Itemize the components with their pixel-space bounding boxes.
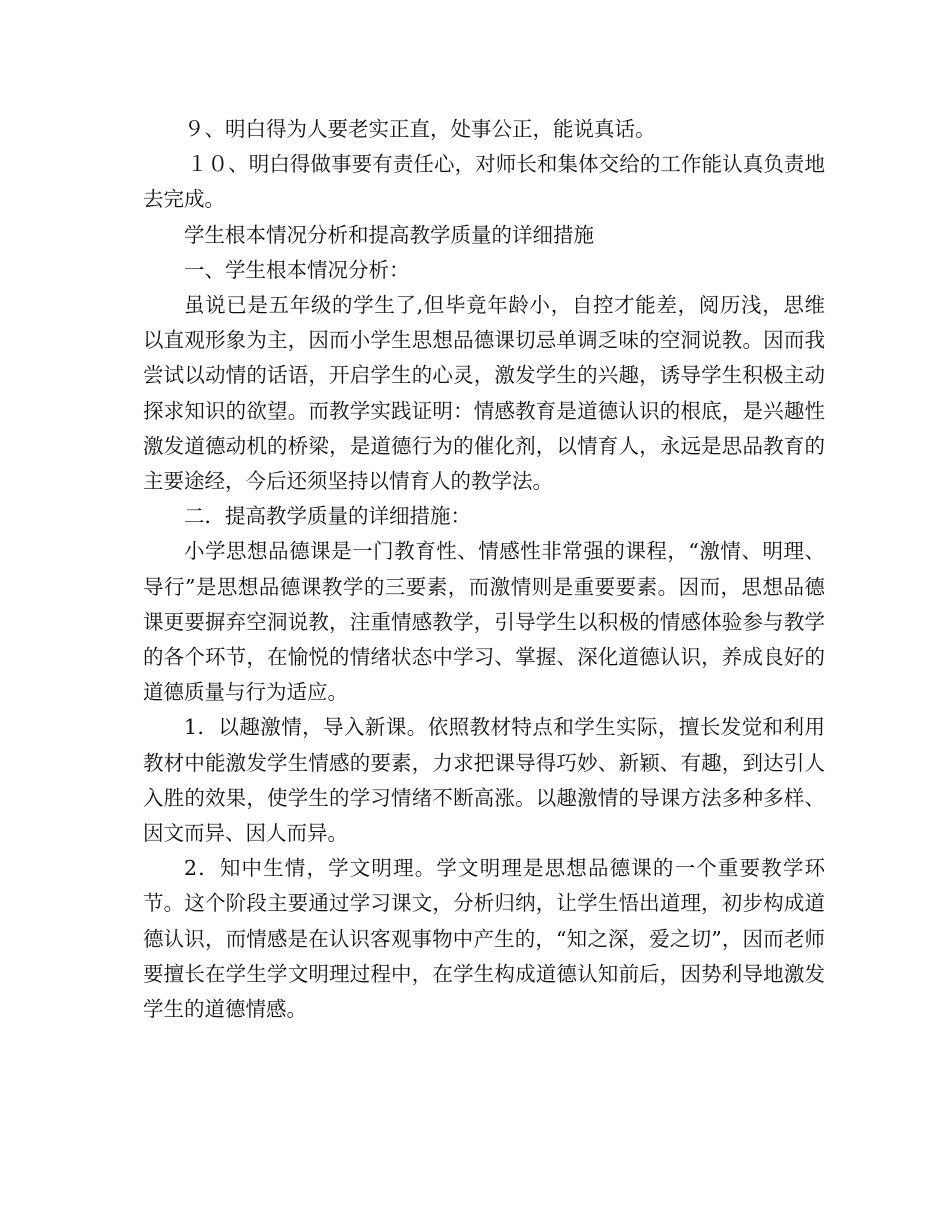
paragraph-measure-2: 2．知中生情，学文明理。学文明理是思想品德课的一个重要教学环节。这个阶段主要通过学习课文，分析归纳，让学生悟出道理，初步构成道德认识，而情感是在认识客观事物中产生的，“知之深，爱之切”，因而老师要擅长在学生学文明理过程中，在学生构成道德认知前后，因势利导地激发学生的道德情感。 <box>143 856 825 1022</box>
paragraph-measures-intro: 小学思想品德课是一门教育性、情感性非常强的课程，“激情、明理、导行”是思想品德课教学的三要素，而激情则是重要要素。因而，思想品德课更要摒弃空洞说教，注重情感教学，引导学生以积极的情感体验参与教学的各个环节，在愉悦的情绪状态中学习、掌握、深化道德认识，养成良好的道德质量与行为适应。 <box>143 539 825 705</box>
subheading-measures: 二．提高教学质量的详细措施： <box>184 504 471 529</box>
paragraph-measure-1: 1．以趣激情，导入新课。依照教材特点和学生实际，擅长发觉和利用教材中能激发学生情感的要素，力求把课导得巧妙、新颖、有趣，到达引人入胜的效果，使学生的学习情绪不断高涨。以趣激情的导课方法多种多样、因文而异、因人而异。 <box>143 715 825 846</box>
paragraph-item-10: １０、明白得做事要有责任心，对师长和集体交给的工作能认真负责地去完成。 <box>143 152 825 212</box>
section-heading: 学生根本情况分析和提高教学质量的详细措施 <box>184 222 594 247</box>
subheading-analysis: 一、学生根本情况分析： <box>184 257 410 282</box>
paragraph-item-9: ９、明白得为人要老实正直，处事公正，能说真话。 <box>184 117 656 141</box>
document-body <box>143 112 825 1027</box>
paragraph-analysis: 虽说已是五年级的学生了,但毕竟年龄小，自控才能差，阅历浅，思维以直观形象为主，因而小学生思想品德课切忌单调乏味的空洞说教。因而我尝试以动情的话语，开启学生的心灵，激发学生的兴趣，诱导学生积极主动探求知识的欲望。而教学实践证明：情感教育是道德认识的根底，是兴趣性激发道德动机的桥梁，是道德行为的催化剂，以情育人，永远是思品教育的主要途经，今后还须坚持以情育人的教学法。 <box>143 293 825 494</box>
